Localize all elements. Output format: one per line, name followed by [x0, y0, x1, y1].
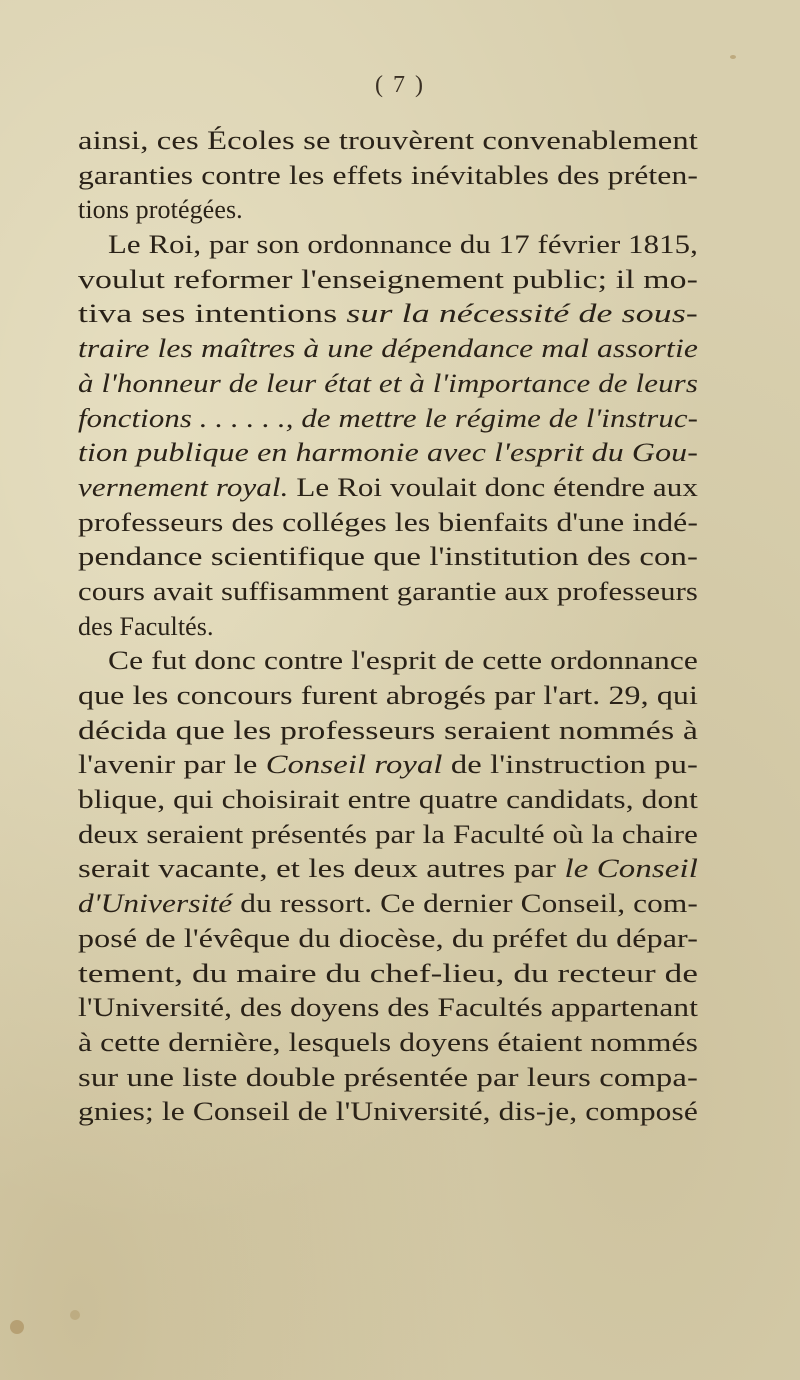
text-run: à cette dernière, lesquels doyens étaient nommés: [78, 1027, 699, 1057]
text-line: [78, 957, 698, 992]
foxing-stain: [730, 55, 736, 59]
text-run: gnies; le Conseil de l'Université, dis-je, composé: [78, 1097, 698, 1127]
italic-text: d'Université: [78, 889, 233, 919]
text-run: Le Roi, par son ordonnance du 17 février 1815,: [108, 230, 698, 260]
text-run: l'avenir par le: [78, 750, 266, 780]
text-run: de l'instruction pu-: [442, 750, 698, 780]
text-run: tiva ses intentions: [78, 299, 347, 329]
text-run: sur une liste double présentée par leurs compa-: [78, 1062, 699, 1092]
text-run: du ressort. Ce dernier Conseil, com-: [232, 889, 698, 919]
text-run: deux seraient présentés par la Faculté où la chaire: [78, 819, 699, 849]
text-line: [78, 332, 698, 367]
text-line: [78, 159, 698, 194]
italic-text: vernement royal.: [78, 472, 289, 502]
text-run: voulut reformer l'enseignement public; il mo-: [78, 264, 699, 294]
text-run: l'Université, des doyens des Facultés appartenant: [78, 993, 699, 1023]
italic-text: traire les maîtres à une dépendance mal assortie: [78, 334, 698, 364]
text-run: que les concours furent abrogés par l'art. 29, qui: [78, 681, 699, 710]
text-line: [78, 402, 698, 437]
text-run: professeurs des colléges les bienfaits d'une indé-: [78, 507, 698, 537]
text-run: blique, qui choisirait entre quatre candidats, dont: [78, 785, 698, 815]
text-run: pendance scientifique que l'institution des con-: [78, 542, 698, 572]
text-run: serait vacante, et les deux autres par: [78, 854, 565, 884]
text-line: [78, 644, 698, 679]
text-line: [78, 193, 698, 228]
text-line: [78, 540, 698, 575]
italic-text: Conseil royal: [265, 750, 443, 780]
text-line: [78, 748, 698, 783]
text-line: [78, 263, 698, 298]
text-line: [78, 436, 698, 471]
text-run: Ce fut donc contre l'esprit de cette ordonnance: [108, 646, 698, 676]
text-run: des Facultés.: [78, 611, 214, 641]
italic-text: fonctions . . . . . ., de mettre le régime de l'instruc-: [78, 403, 698, 433]
text-line: [78, 367, 698, 402]
foxing-stain: [10, 1320, 24, 1334]
italic-text: sur la nécessité de sous-: [346, 299, 698, 329]
text-run: décida que les professeurs seraient nommés à: [78, 715, 698, 745]
text-run: ainsi, ces Écoles se trouvèrent convenablement: [78, 126, 698, 155]
text-run: garanties contre les effets inévitables des préten-: [78, 160, 699, 190]
text-line: [78, 297, 698, 332]
text-line: [78, 991, 698, 1026]
text-line: [78, 1061, 698, 1096]
text-line: [78, 679, 698, 714]
text-line: [78, 506, 698, 541]
text-line: [78, 1095, 698, 1130]
text-line: [78, 887, 698, 922]
text-line: [78, 783, 698, 818]
text-run: Le Roi voulait donc étendre aux: [288, 472, 698, 502]
text-line: [78, 610, 698, 645]
body-text: [78, 124, 698, 1130]
text-run: tions protégées.: [78, 195, 243, 225]
text-line: [78, 124, 698, 159]
text-line: [78, 818, 698, 853]
text-line: [78, 575, 698, 610]
italic-text: à l'honneur de leur état et à l'importance de leurs: [78, 368, 699, 398]
text-line: [78, 228, 698, 263]
text-line: [78, 922, 698, 957]
text-run: posé de l'évêque du diocèse, du préfet du dépar-: [78, 923, 698, 953]
text-line: [78, 714, 698, 749]
italic-text: le Conseil: [564, 854, 699, 884]
text-run: tement, du maire du chef-lieu, du recteur de: [78, 958, 699, 988]
text-line: [78, 471, 698, 506]
page-number: ( 7 ): [375, 72, 425, 98]
italic-text: tion publique en harmonie avec l'esprit du Gou-: [78, 438, 699, 468]
foxing-stain: [70, 1310, 80, 1320]
text-line: [78, 852, 698, 887]
text-line: [78, 1026, 698, 1061]
text-run: cours avait suffisamment garantie aux professeurs: [78, 576, 699, 606]
